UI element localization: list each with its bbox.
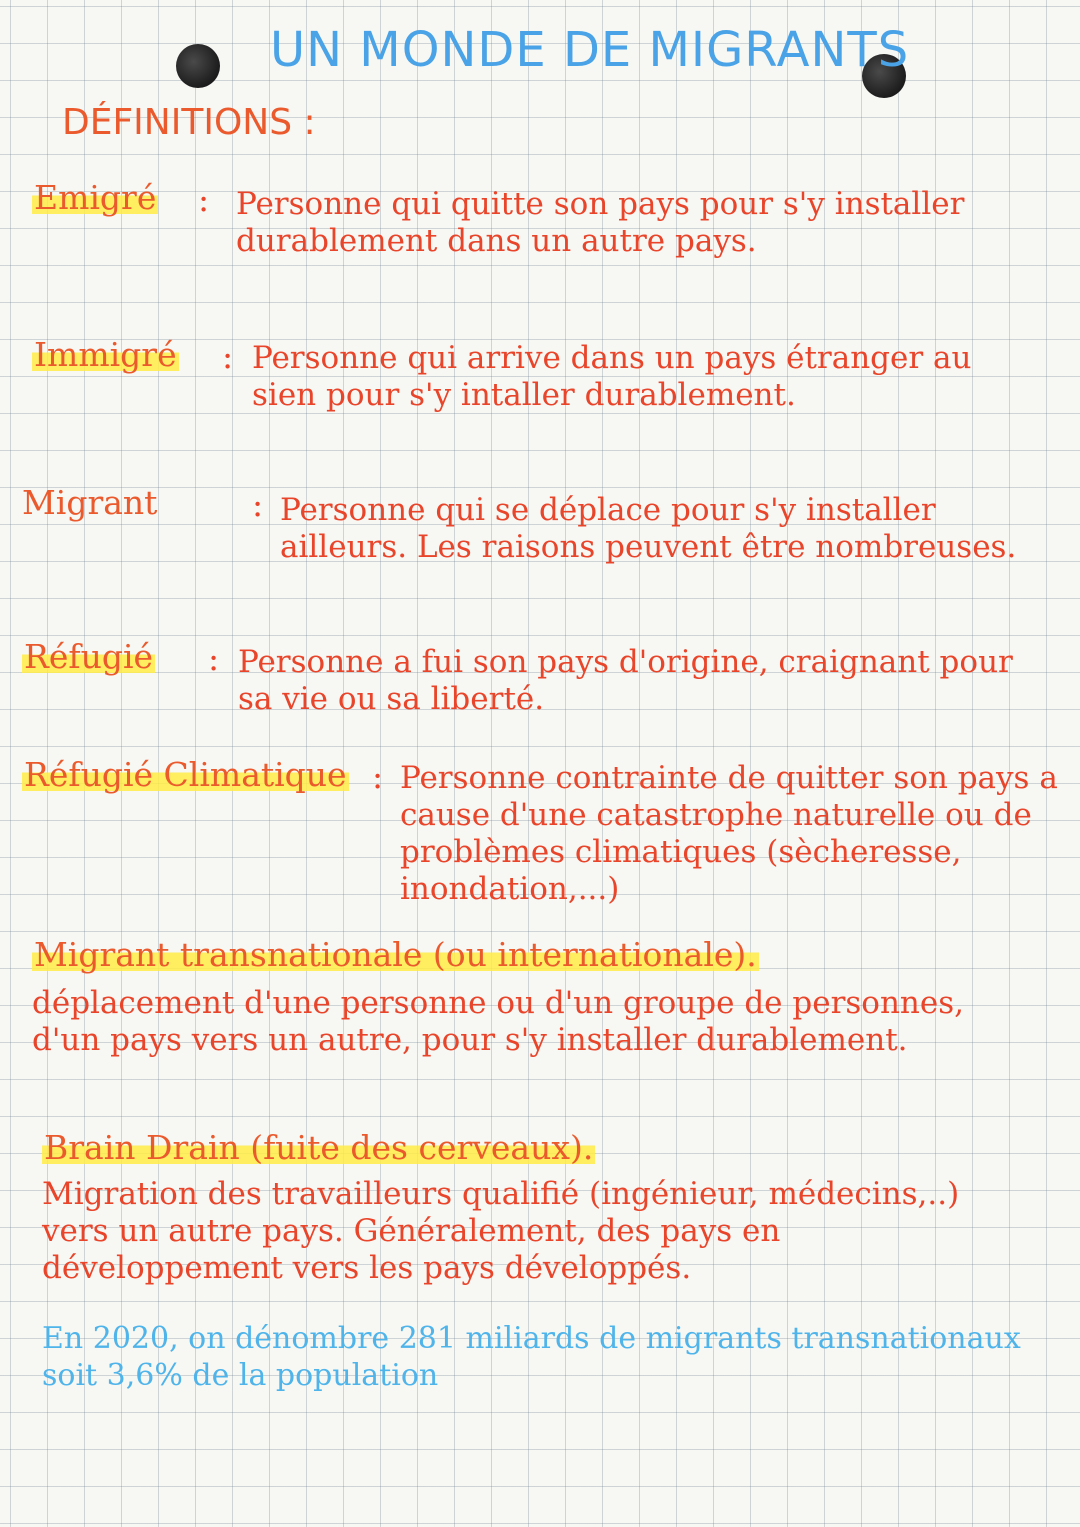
definition-brain-drain: Migration des travailleurs qualifié (ingénieur, médecins,..) vers un autre pays. Généralement, des pays en développement vers les pays développés. (42, 1176, 960, 1286)
definition-refugie: Personne a fui son pays d'origine, craignant pour sa vie ou sa liberté. (238, 644, 1013, 717)
term-refugie-climatique (22, 755, 349, 794)
term-brain-drain-label: Brain Drain (fuite des cerveaux). (44, 1128, 594, 1167)
definition-migrant: Personne qui se déplace pour s'y installer ailleurs. Les raisons peuvent être nombreuses. (280, 492, 1017, 565)
definition-migrant-transnationale: déplacement d'une personne ou d'un groupe de personnes, d'un pays vers un autre, pour s'y installer durablement. (32, 985, 964, 1058)
binder-hole-left (176, 44, 220, 88)
term-migrant-label: Migrant (22, 483, 158, 522)
separator: : (198, 180, 210, 219)
definition-emigre: Personne qui quitte son pays pour s'y installer durablement dans un autre pays. (236, 186, 965, 259)
term-migrant-transnationale-label: Migrant transnationale (ou internationale). (34, 935, 757, 974)
term-immigre-label: Immigré (34, 335, 177, 374)
term-brain-drain (42, 1128, 595, 1167)
term-migrant-transnationale (32, 935, 759, 974)
term-refugie-climatique-label: Réfugié Climatique (24, 755, 347, 794)
definition-immigre: Personne qui arrive dans un pays étranger au sien pour s'y intaller durablement. (252, 340, 972, 413)
term-migrant (22, 483, 157, 522)
term-emigre (32, 178, 158, 217)
separator: : (372, 757, 384, 796)
separator: : (208, 639, 220, 678)
term-emigre-label: Emigré (34, 178, 157, 217)
page-title: UN MONDE DE MIGRANTS (270, 22, 910, 78)
statistic-note: En 2020, on dénombre 281 miliards de migrants transnationaux soit 3,6% de la population (42, 1321, 1021, 1393)
term-refugie (22, 637, 155, 676)
definition-refugie-climatique: Personne contrainte de quitter son pays a cause d'une catastrophe naturelle ou de problèmes climatiques (sècheresse, inondation,...) (400, 760, 1058, 907)
separator: : (222, 337, 234, 376)
term-immigre (32, 335, 179, 374)
term-refugie-label: Réfugié (24, 637, 154, 676)
definitions-heading: DÉFINITIONS : (62, 102, 316, 143)
separator: : (252, 485, 264, 524)
